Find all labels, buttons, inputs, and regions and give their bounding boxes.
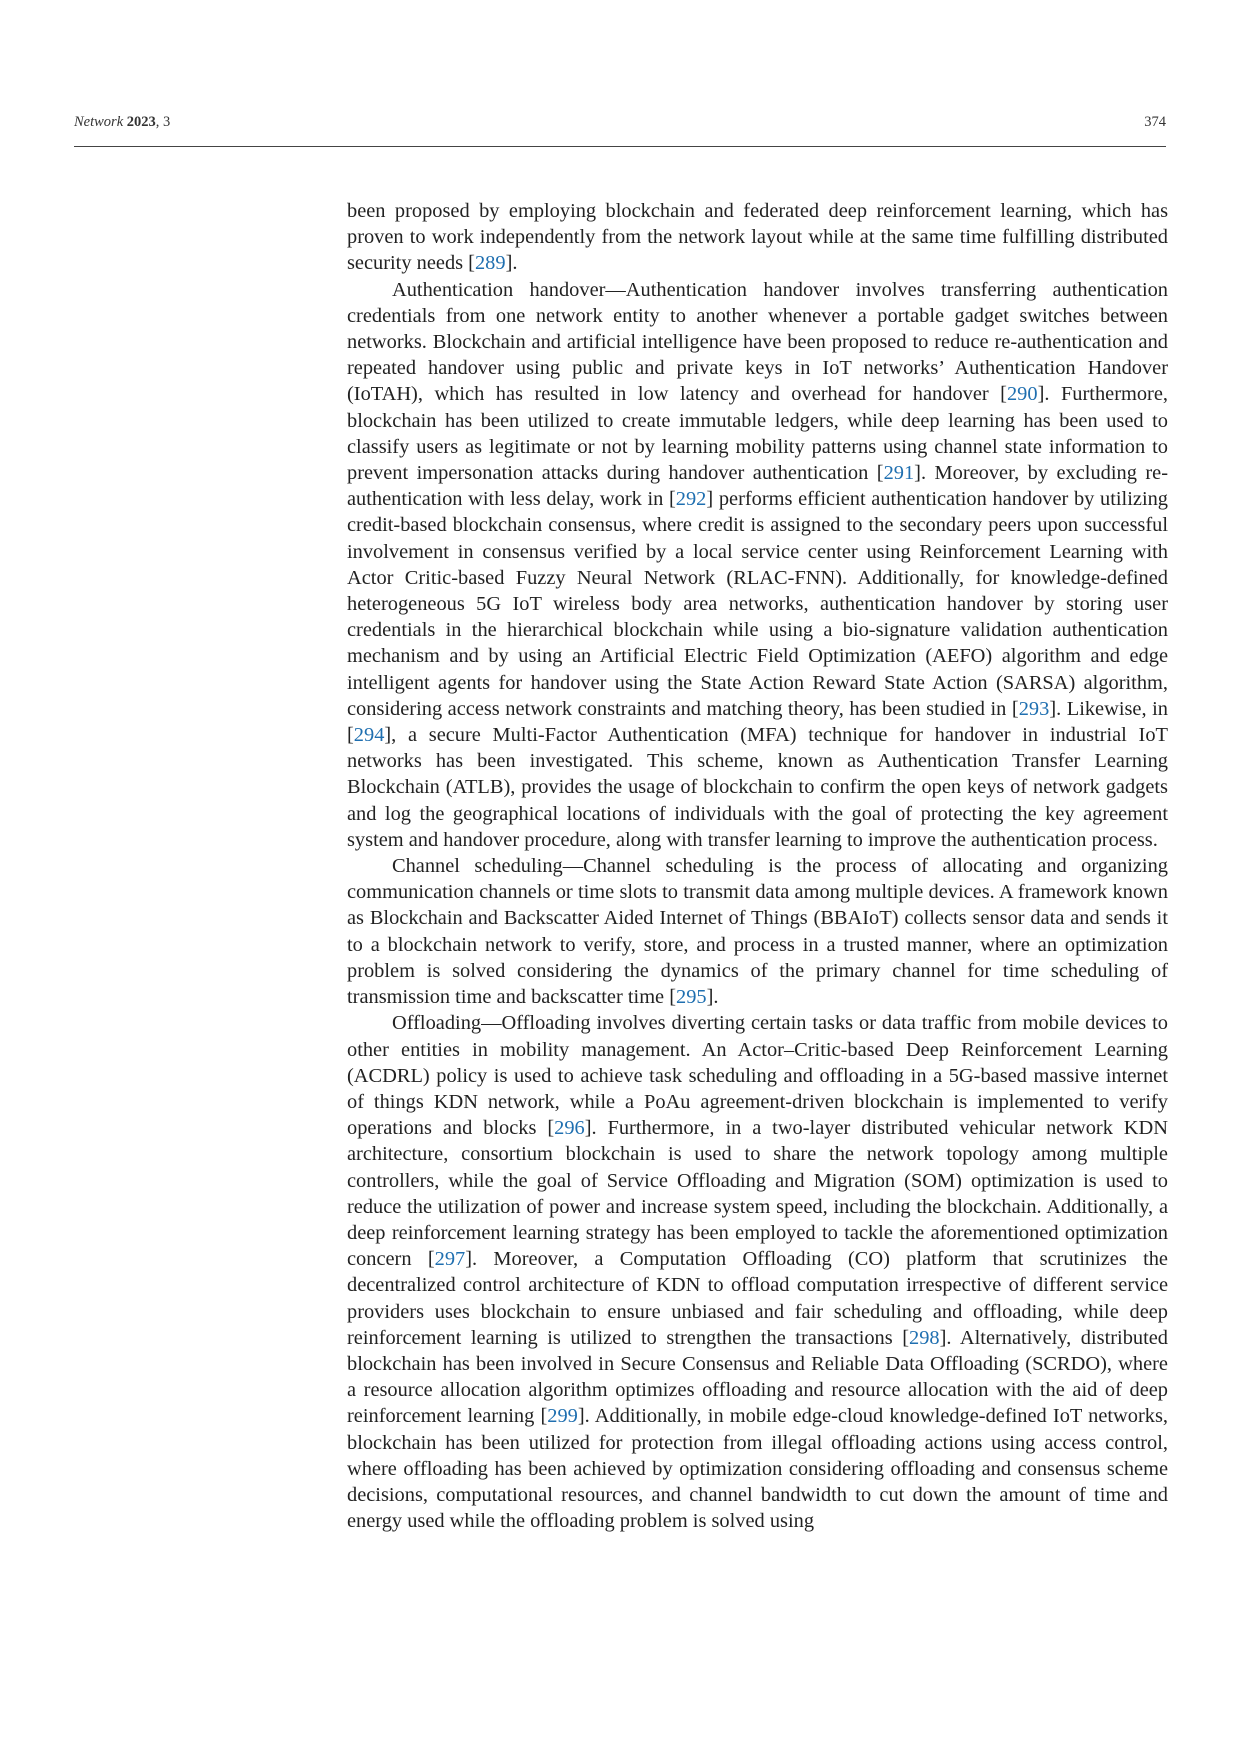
running-header bbox=[74, 114, 1166, 136]
header-rule bbox=[74, 146, 1166, 147]
text-run: ]. Moreover, a Computation Offloading (CO) platform that scrutinizes the decentralized control architecture of KDN to offload computation irrespective of different service providers uses blockchain to ensure unbiased and fair scheduling and offloading, while deep reinforcement learning is utilized to strengthen the transactions [ bbox=[347, 1248, 1168, 1349]
citation-link[interactable]: 292 bbox=[675, 488, 707, 511]
journal-name: Network bbox=[74, 114, 124, 130]
text-run: ]. Likewise, in [ bbox=[347, 697, 1168, 747]
text-run: ]. Furthermore, in a two-layer distributed vehicular network KDN architecture, consortium blockchain is used to share the network topology among multiple controllers, while the goal of Service Offloading and Migration (SOM) optimization is used to reduce the utilization of power and increase system speed, including the blockchain. Additionally, a deep reinforcement learning strategy has been employed to tackle the aforementioned optimization concern [ bbox=[347, 1117, 1168, 1271]
text-run: Authentication handover—Authentication handover involves transferring authentication credentials from one network entity to another whenever a portable gadget switches between networks. Blockchain and artificial intelligence have been proposed to reduce re-authentication and repeated handover using public and private keys in IoT networks’ Authentication Handover (IoTAH), which has resulted in low latency and overhead for handover [ bbox=[347, 278, 1168, 406]
citation-link[interactable]: 293 bbox=[1018, 697, 1050, 720]
citation-link[interactable]: 298 bbox=[909, 1326, 940, 1349]
text-run: ]. Moreover, by excluding re-authentication with less delay, work in [ bbox=[347, 462, 1168, 511]
citation-link[interactable]: 299 bbox=[547, 1405, 578, 1428]
citation-link[interactable]: 290 bbox=[1006, 383, 1038, 406]
text-run: Offloading—Offloading involves diverting certain tasks or data traffic from mobile devices to other entities in mobility management. An Actor–Critic-based Deep Reinforcement Learning (ACDRL) policy is used to achieve task scheduling and offloading in a 5G-based massive internet of things KDN network, while a PoAu agreement-driven blockchain is implemented to verify operations and blocks [ bbox=[347, 1012, 1168, 1140]
text-run: ]. Furthermore, blockchain has been utilized to create immutable ledgers, while deep learning has been used to classify users as legitimate or not by learning mobility patterns using channel state information to prevent impersonation attacks during handover authentication [ bbox=[347, 383, 1168, 485]
citation-link[interactable]: 295 bbox=[676, 986, 707, 1009]
citation-link[interactable]: 296 bbox=[554, 1117, 585, 1140]
citation-link[interactable]: 297 bbox=[434, 1248, 466, 1271]
body-text bbox=[347, 198, 1168, 1534]
paragraph-continuation bbox=[347, 198, 1168, 277]
text-run: ]. Additionally, in mobile edge-cloud knowledge-defined IoT networks, blockchain has been utilized for protection from illegal offloading actions using access control, where offloading has been achieved by optimization considering offloading and consensus scheme decisions, computational resources, and channel bandwidth to cut down the amount of time and energy used while the offloading problem is solved using bbox=[347, 1405, 1168, 1533]
text-run: been proposed by employing blockchain and federated deep reinforcement learning, which has proven to work independently from the network layout while at the same time fulfilling distributed security needs [ bbox=[347, 200, 1168, 275]
text-run: ]. Alternatively, distributed blockchain has been involved in Secure Consensus and Reliable Data Offloading (SCRDO), where a resource allocation algorithm optimizes offloading and resource allocation with the aid of deep reinforcement learning [ bbox=[347, 1326, 1168, 1428]
citation-link[interactable]: 289 bbox=[474, 252, 506, 275]
journal-year: 2023 bbox=[126, 114, 156, 130]
text-run: Channel scheduling—Channel scheduling is the process of allocating and organizing communication channels or time slots to transmit data among multiple devices. A framework known as Blockchain and Backscatter Aided Internet of Things (BBAIoT) collects sensor data and sends it to a blockchain network to verify, store, and process in a trusted manner, where an optimization problem is solved considering the dynamics of the primary channel for time scheduling of transmission time and backscatter time [ bbox=[347, 855, 1168, 1009]
journal-citation bbox=[74, 114, 170, 131]
text-run: ] performs efficient authentication handover by utilizing credit-based blockchain consensus, where credit is assigned to the secondary peers upon successful involvement in consensus verified by a local service center using Reinforcement Learning with Actor Critic-based Fuzzy Neural Network (RLAC-FNN). Additionally, for knowledge-defined heterogeneous 5G IoT wireless body area networks, authentication handover by storing user credentials in the hierarchical blockchain while using a bio-signature validation authentication mechanism and by using an Artificial Electric Field Optimization (AEFO) algorithm and edge intelligent agents for handover using the State Action Reward State Action (SARSA) algorithm, considering access network constraints and matching theory, has been studied in [ bbox=[347, 488, 1168, 720]
paragraph-offloading bbox=[347, 1010, 1168, 1534]
text-run: ]. bbox=[505, 252, 518, 275]
paragraph-authentication-handover bbox=[347, 277, 1168, 853]
citation-link[interactable]: 291 bbox=[883, 462, 915, 485]
citation-link[interactable]: 294 bbox=[353, 724, 385, 747]
paragraph-channel-scheduling bbox=[347, 853, 1168, 1010]
text-run: ], a secure Multi-Factor Authentication (MFA) technique for handover in industrial IoT networks has been investigated. This scheme, known as Authentication Transfer Learning Blockchain (ATLB), provides the usage of blockchain to confirm the open keys of network gadgets and log the geographical locations of individuals with the goal of protecting the key agreement system and handover procedure, along with transfer learning to improve the authentication process. bbox=[347, 724, 1168, 851]
page-number: 374 bbox=[1144, 114, 1166, 130]
journal-volume: , 3 bbox=[155, 114, 171, 130]
text-run: ]. bbox=[706, 986, 719, 1009]
